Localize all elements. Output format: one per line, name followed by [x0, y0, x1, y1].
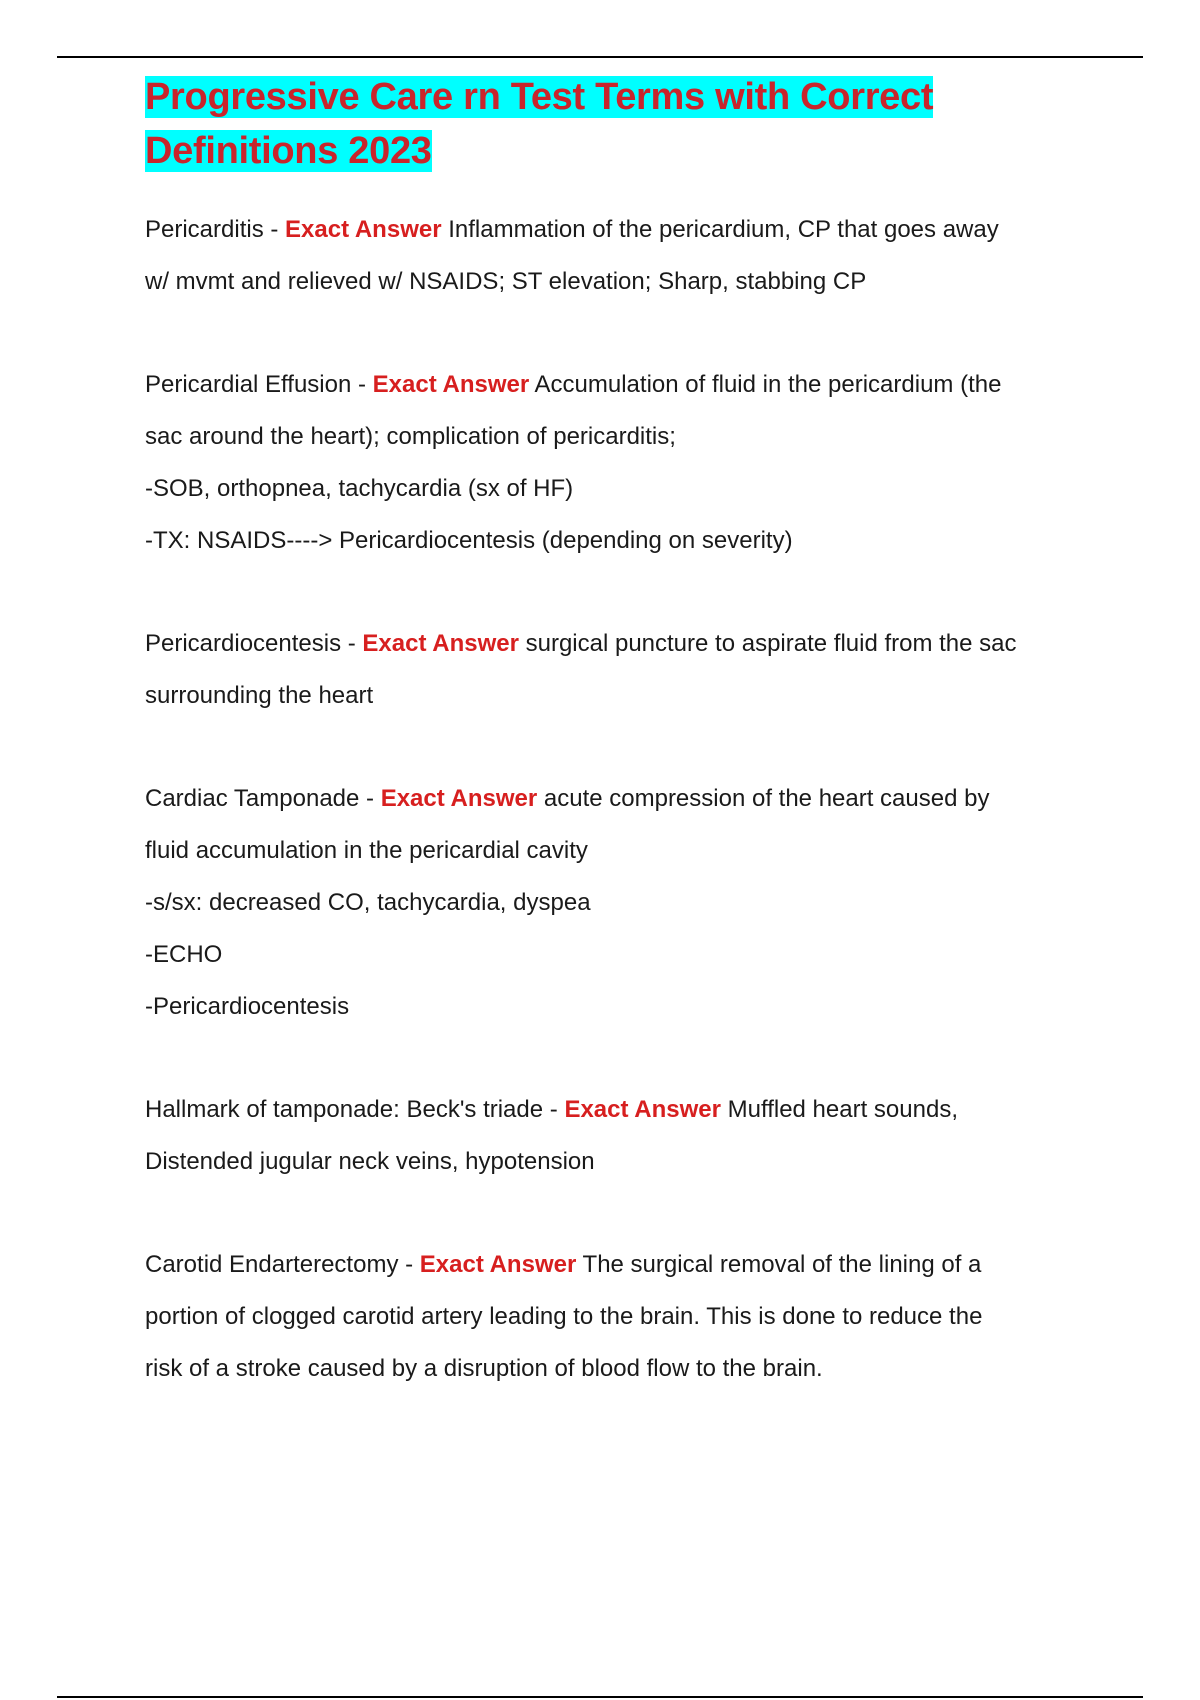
definition-line: -TX: NSAIDS----> Pericardiocentesis (depending on severity): [145, 527, 793, 554]
entry-first-line: [145, 1084, 1095, 1136]
definition-line: Distended jugular neck veins, hypotension: [145, 1148, 595, 1175]
entry-first-line: [145, 204, 1095, 256]
answer-label: Exact Answer: [362, 630, 519, 657]
separator: -: [351, 371, 373, 398]
top-rule: [57, 56, 1143, 58]
term: Carotid Endarterectomy: [145, 1251, 399, 1278]
definition-line: w/ mvmt and relieved w/ NSAIDS; ST elevation; Sharp, stabbing CP: [145, 268, 867, 295]
term: Pericardial Effusion: [145, 371, 352, 398]
definition-start: Muffled heart sounds,: [720, 1096, 958, 1123]
definition-line: -Pericardiocentesis: [145, 993, 350, 1020]
term-entry: [145, 204, 1095, 308]
term: Pericardiocentesis: [145, 630, 342, 657]
term: Pericarditis: [145, 216, 264, 243]
answer-label: Exact Answer: [419, 1251, 577, 1278]
definition-line: portion of clogged carotid artery leading to the brain. This is done to reduce the: [145, 1303, 983, 1330]
term-entry: [145, 359, 1095, 567]
answer-label: Exact Answer: [564, 1096, 721, 1123]
definition-start: acute compression of the heart caused by: [537, 785, 990, 812]
title-line-2: Definitions 2023: [145, 130, 432, 172]
definition-line: sac around the heart); complication of pericarditis;: [145, 423, 676, 450]
separator: -: [359, 785, 381, 812]
term-entry: [145, 618, 1095, 722]
definition-line: risk of a stroke caused by a disruption of blood flow to the brain.: [145, 1355, 823, 1382]
entry-first-line: [145, 1239, 1095, 1291]
definition-start: Accumulation of fluid in the pericardium (the: [529, 371, 1002, 398]
entry-first-line: [145, 773, 1095, 825]
answer-label: Exact Answer: [285, 216, 442, 243]
separator: -: [341, 630, 363, 657]
definition-line: -ECHO: [145, 941, 223, 968]
definition-start: Inflammation of the pericardium, CP that goes away: [441, 216, 999, 243]
separator: -: [398, 1251, 420, 1278]
definition-line: -s/sx: decreased CO, tachycardia, dyspea: [145, 889, 591, 916]
title-line-1: Progressive Care rn Test Terms with Correct: [145, 76, 934, 118]
term-entry: [145, 1084, 1095, 1188]
document-body: [145, 70, 1095, 1446]
definition-line: fluid accumulation in the pericardial cavity: [145, 837, 588, 864]
term: Hallmark of tamponade: Beck's triade: [145, 1096, 544, 1123]
term-entry: [145, 1239, 1095, 1395]
answer-label: Exact Answer: [372, 371, 530, 398]
answer-label: Exact Answer: [380, 785, 538, 812]
definition-start: surgical puncture to aspirate fluid from the sac: [518, 630, 1017, 657]
bottom-rule: [57, 1696, 1143, 1698]
term: Cardiac Tamponade: [145, 785, 360, 812]
document-title: [145, 70, 1095, 178]
entry-first-line: [145, 618, 1095, 670]
separator: -: [263, 216, 286, 243]
definition-start: The surgical removal of the lining of a: [576, 1251, 982, 1278]
separator: -: [543, 1096, 565, 1123]
definition-line: surrounding the heart: [145, 682, 374, 709]
term-entry: [145, 773, 1095, 1033]
entry-first-line: [145, 359, 1095, 411]
definition-line: -SOB, orthopnea, tachycardia (sx of HF): [145, 475, 574, 502]
